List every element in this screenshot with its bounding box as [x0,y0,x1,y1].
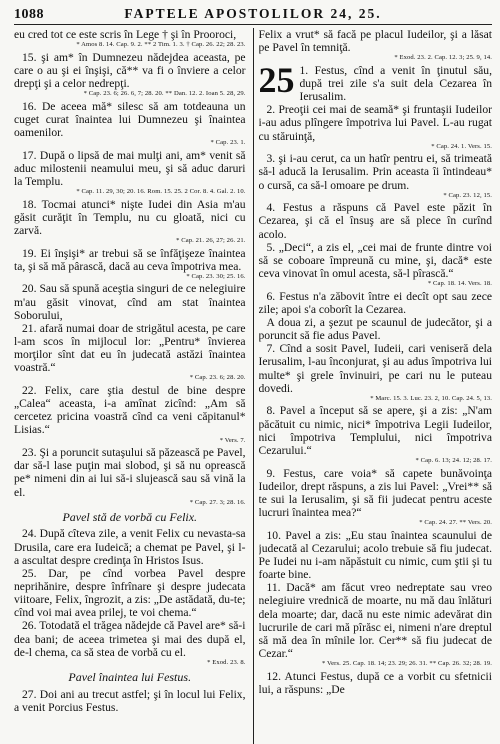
left-column [14,28,251,744]
cross-reference: * Marc. 15. 3. Luc. 23. 2, 10. Cap. 24. 5, 13. [370,394,492,402]
section-heading: Pavel stă de vorbă cu Felix. [62,510,198,525]
verse: 26. Totodată el trăgea nădejde că Pavel are* să-i dea bani; de aceea trimetea şi mai des după el, de-l chema, ca să stea de vorbă cu el. [14,619,246,659]
verse: 16. De aceea mă* silesc să am totdeauna un cuget curat înaintea lui Dumnezeu şi înaintea oamenilor. [14,99,246,139]
verse: 11. Dacă* am făcut vreo nedreptate sau vreo nelegiuire vrednică de moarte, nu mă dau înlături dela moarte; dar, dacă nu este nimic adevărat din lucrurile de cari mă pîrăsc ei, nimeni n'are dreptul să mă dea în mînile lor. Cer** să fiu judecat de Cezar.“ [258,581,492,661]
cross-reference: * Cap. 24. 27. ** Vers. 20. [419,519,492,527]
verse: 9. Festus, care voia* să capete bunăvoinţa Iudeilor, drept răspuns, a zis lui Pavel: „Vrei** să te sui la Ierusalim, şi să fii judecat pentru aceste lucruri înaintea mea?“ [258,466,492,519]
cross-reference: * Cap. 23. 30; 25. 16. [186,272,246,280]
running-header [14,6,492,25]
verse: 27. Doi ani au trecut astfel; şi în locul lui Felix, a venit Porcius Festus. [14,687,246,714]
cross-reference: * Cap. 24. 1. Vers. 15. [431,142,492,150]
cross-reference: * Cap. 23. 12, 15. [443,191,492,199]
cross-reference: * Cap. 23. 6; 28. 20. [189,374,246,382]
verse-text: 1. Festus, cînd a venit în ţinutul său, după trei zile s'a suit dela Cezarea în Ierusalim. [299,63,492,104]
column-divider [253,28,254,744]
continued-text: Felix a vrut* să facă pe placul Iudeilor, şi a lăsat pe Pavel în temniţă. [258,28,492,55]
cross-reference: * Cap. 21. 26, 27; 26. 21. [176,237,246,245]
cross-reference: * Exod. 23. 8. [207,658,246,666]
verse: 24. După cîteva zile, a venit Felix cu nevasta-sa Drusila, care era Iudeică; a chemat pe Pavel, şi l-a ascultat despre credinţa în Hristos Isus. [14,527,246,567]
verse: 18. Tocmai atunci* nişte Iudei din Asia m'au găsit curăţit în Templu, nu cu gloată, nici cu zarvă. [14,197,246,237]
verse: 6. Festus n'a zăbovit între ei decît opt sau zece zile; apoi s'a coborît la Cezarea. [258,289,492,316]
verse: 12. Atunci Festus, după ce a vorbit cu sfetnicii lui, a răspuns: „De [258,669,492,696]
verse: 8. Pavel a început să se apere, şi a zis: „N'am păcătuit cu nimic, nici* împotriva Legii Iudeilor, nici împotriva Templului, nici împotriva Cezarului.“ [258,404,492,457]
cross-reference: * Cap. 23. 1. [210,139,246,147]
verse: 23. Şi a poruncit sutaşului să păzească pe Pavel, dar să-l lase puţin mai slobod, şi să nu oprească pe* nimeni din ai lui să-i slujească sau să vină la el. [14,446,246,499]
verse: 10. Pavel a zis: „Eu stau înaintea scaunului de judecată al Cezarului; acolo trebuie să fiu judecat. Pe Iudei nu i-am năpăstuit cu nimic, cum ştii şi tu foarte bine. [258,528,492,582]
chapter-start [259,64,493,103]
cross-reference: * Amos 8. 14. Cap. 9. 2. ** 2 Tim. 1. 3. † Cap. 26. 22; 28. 23. [76,41,246,49]
verse: 17. După o lipsă de mai mulţi ani, am* venit să aduc milostenii neamului meu, şi să aduc daruri la Templu. [14,148,246,188]
cross-reference: * Vers. 7. [219,436,246,444]
cross-reference: * Cap. 18. 14. Vers. 18. [427,280,492,288]
verse: 5. „Deci“, a zis el, „cei mai de frunte dintre voi să se coboare împreună cu mine, şi, dacă* este ceva vinovat în omul acesta, să-l pîrască.“ [258,240,492,280]
verse: 20. Sau să spună aceştia singuri de ce nelegiuire m'au găsit vinovat, cînd am stat înaintea Soborului, [14,282,246,322]
verse: 22. Felix, care ştia destul de bine despre „Calea“ aceasta, i-a amînat zicînd: „Am să cercetez pricina voastră cînd ca veni căpitanul* Lisias.“ [14,383,246,437]
cross-reference: * Cap. 23. 6; 26. 6, 7; 28. 20. ** Dan. 12. 2. Ioan 5. 28, 29. [83,90,246,98]
verse: 21. afară numai doar de strigătul acesta, pe care l-am scos în mijlocul lor: „Pentru* învierea morţilor sînt dat eu în judecată astăzi înaintea voastră.“ [14,321,246,375]
page-number: 1088 [14,7,44,22]
cross-reference: * Exod. 23. 2. Cap. 12. 3; 25. 9, 14. [394,54,492,62]
cross-reference: * Vers. 25. Cap. 18. 14; 23. 29; 26. 31. ** Cap. 26. 32; 28. 19. [321,660,492,668]
continued-text: eu cred tot ce este scris în Lege † şi în Prooroci, [14,28,237,41]
chapter-number: 25 [258,63,295,100]
running-title: FAPTELE APOSTOLILOR 24, 25. [124,6,382,21]
verse: 2. Preoţii cei mai de seamă* şi fruntaşii Iudeilor i-au adus plîngere împotriva lui Pavel. L-au rugat cu stăruinţă, [258,103,492,143]
verse: 4. Festus a răspuns că Pavel este păzit în Cezarea, şi că el însuş are să plece în curînd acolo. [258,201,492,241]
verse: 15. şi am* în Dumnezeu nădejdea aceasta, pe care o au şi ei înşişi, că** va fi o înviere a celor drepţi şi a celor nedrepţi. [14,50,246,90]
verse: 7. Cînd a sosit Pavel, Iudeii, cari veniseră dela Ierusalim, l-au înconjurat, şi au adus împotriva lui multe* şi grele învinuiri, pe cari nu le puteau dovedi. [258,342,492,395]
right-column [259,28,493,744]
section-heading: Pavel înaintea lui Festus. [68,670,192,685]
verse: 25. Dar, pe cînd vorbea Pavel despre neprihănire, despre înfrînare şi despre judecata viitoare, Felix, îngrozit, a zis: „De astădată, du-te; cînd voi mai avea prilej, te voi chema.“ [14,566,246,620]
cross-reference: * Cap. 27. 3; 28. 16. [189,498,246,506]
text-columns [14,28,492,744]
verse: A doua zi, a şezut pe scaunul de judecător, şi a poruncit să fie adus Pavel. [258,315,492,343]
cross-reference: * Cap. 11. 29, 30; 20. 16. Rom. 15. 25. 2 Cor. 8. 4. Gal. 2. 10. [76,188,246,196]
cross-reference: * Cap. 6. 13; 24. 12; 28. 17. [415,457,492,465]
verse: 19. Ei înşişi* ar trebui să se înfăţişeze înaintea ta, şi să mă pârască, dacă au ceva împotriva mea. [14,246,246,273]
verse: 3. şi i-au cerut, ca un hatîr pentru ei, să trimeată să-l aducă la Ierusalim. Prin aceasta îi întindeau* o cursă, ca să-l omoare pe drum. [258,152,492,192]
